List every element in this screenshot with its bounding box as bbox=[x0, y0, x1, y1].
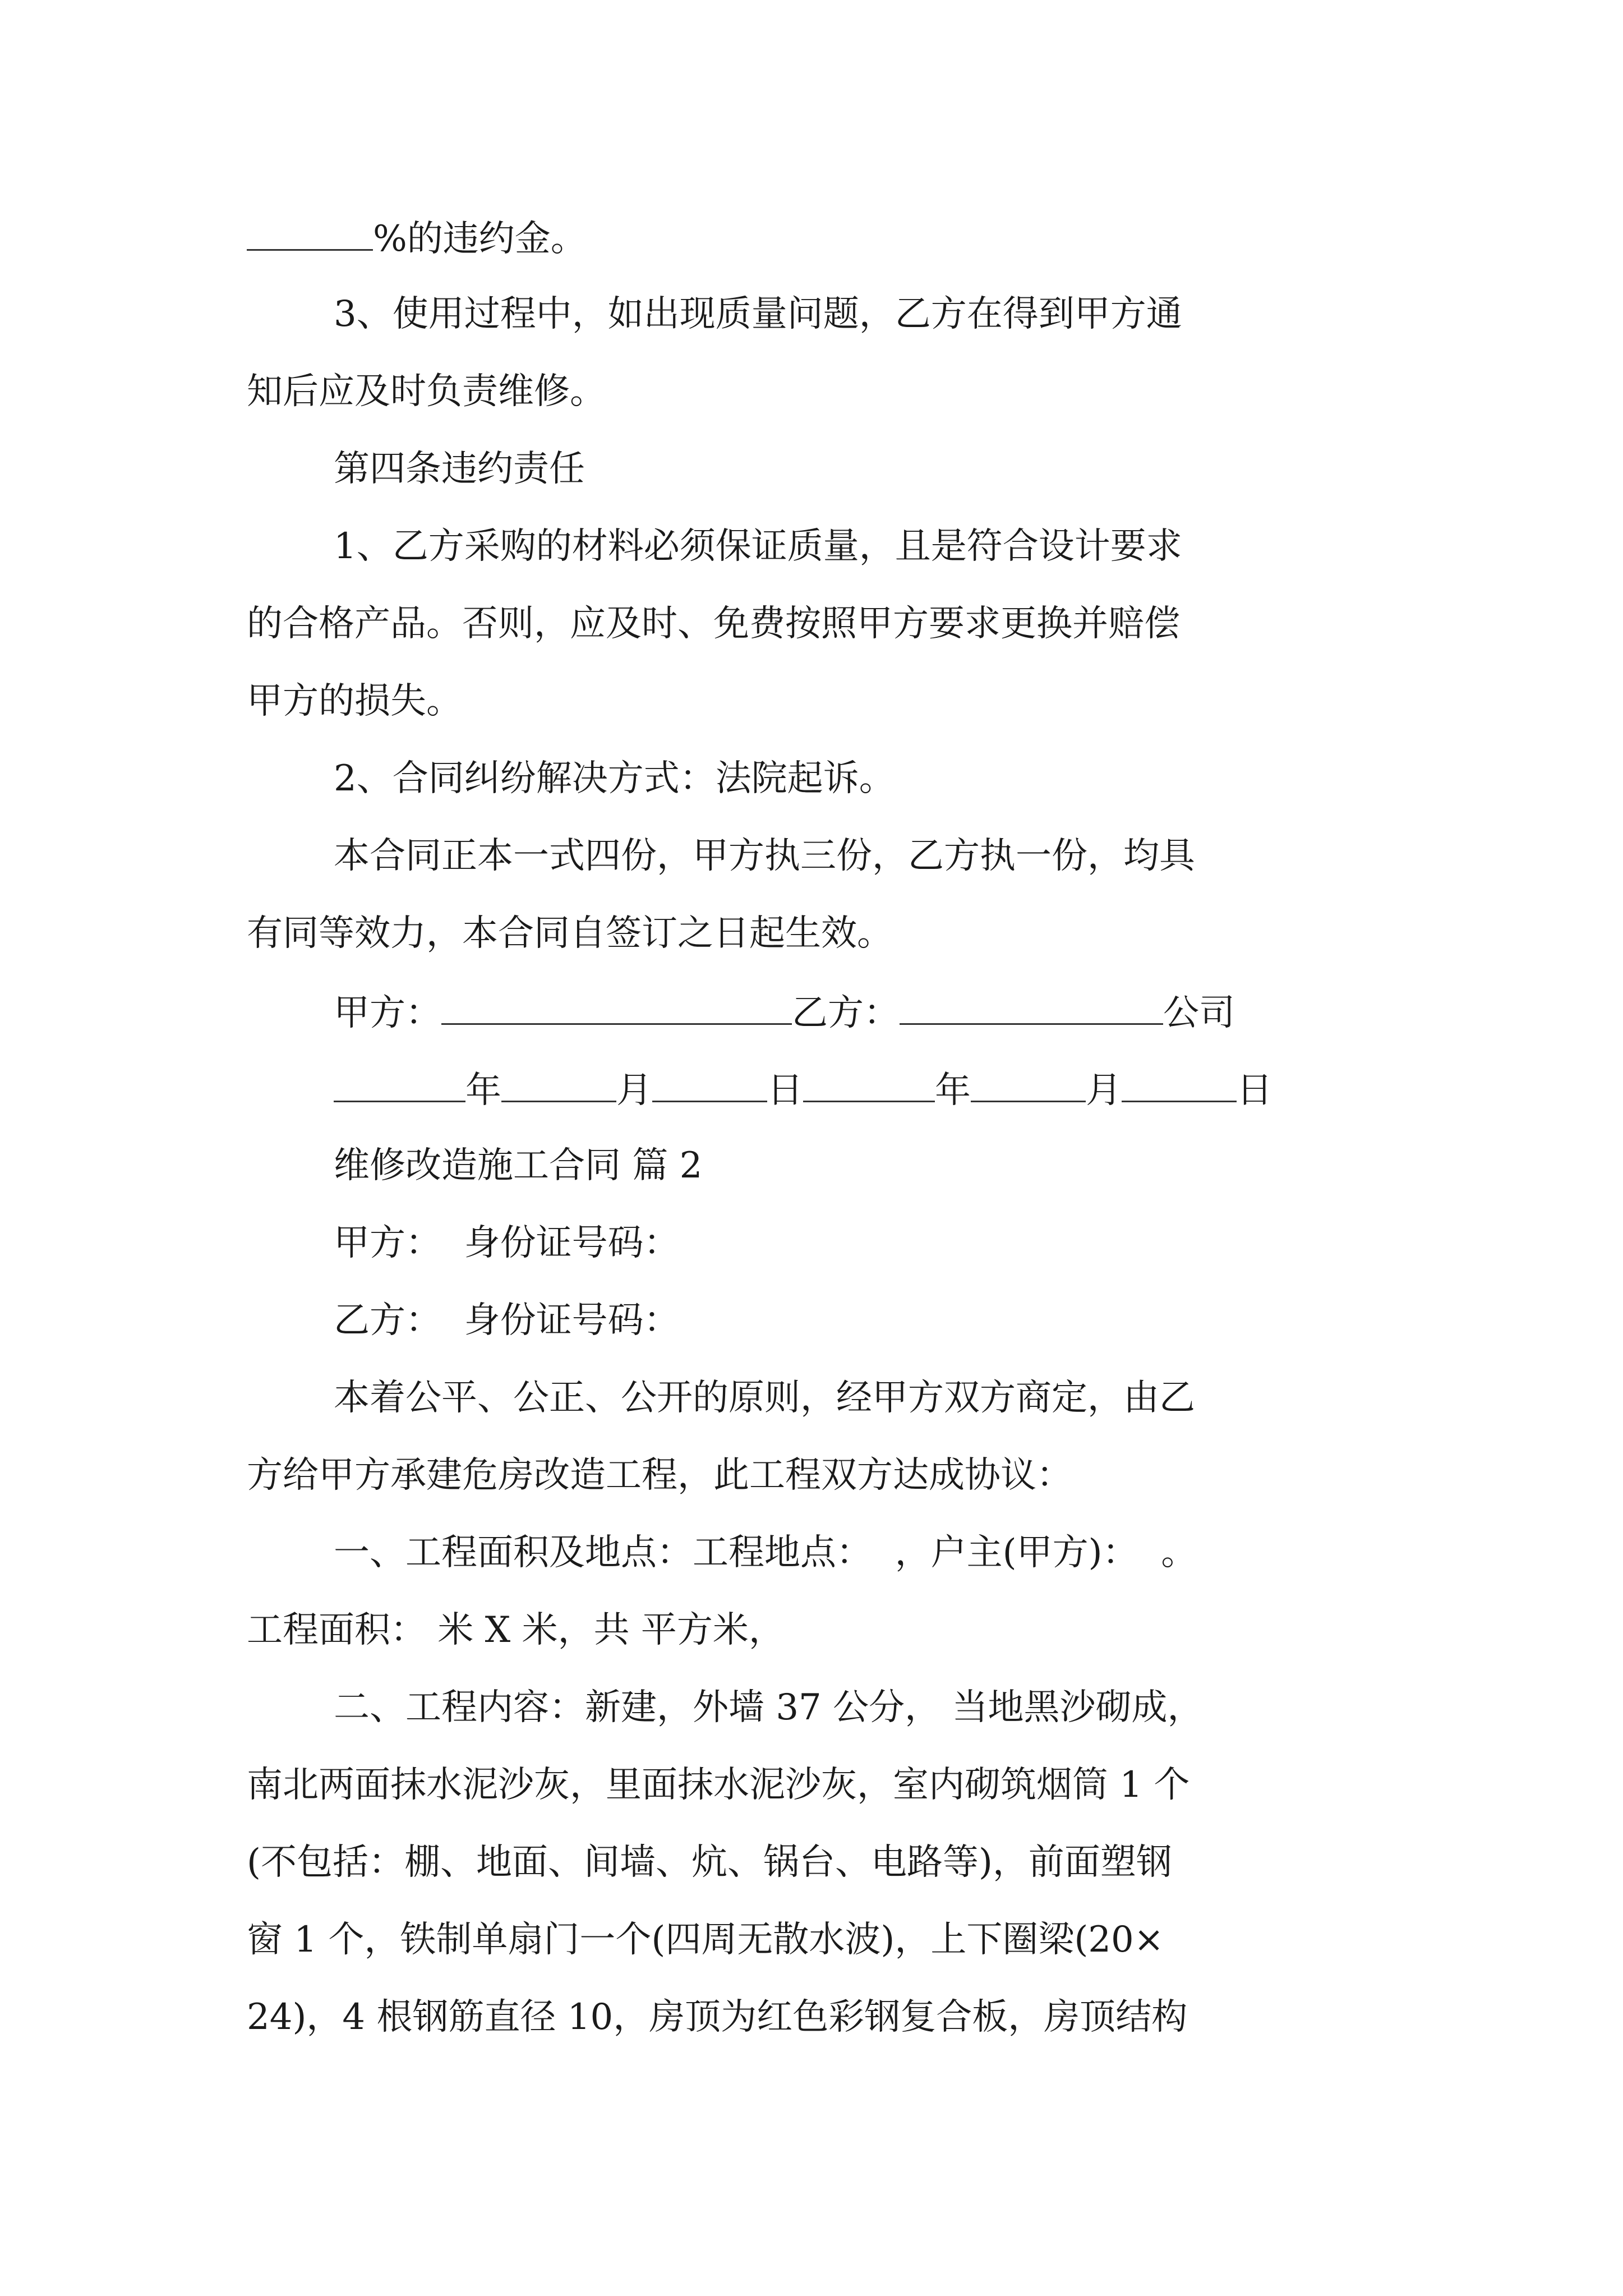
section-2-line-4: 窗 1 个，铁制单扇门一个(四周无散水波)，上下圈梁(20× bbox=[247, 1919, 1164, 1961]
year-blank-a[interactable] bbox=[334, 1070, 465, 1102]
copies-clause-line-1: 本合同正本一式四份，甲方执三份，乙方执一份，均具 bbox=[334, 835, 1195, 877]
party-b-label: 乙方： bbox=[792, 992, 900, 1034]
year-label-a: 年 bbox=[465, 1070, 501, 1111]
month-label-a: 月 bbox=[616, 1070, 652, 1111]
party-a-label: 甲方： bbox=[334, 992, 441, 1034]
preamble-line-1: 本着公平、公正、公开的原则，经甲方双方商定，由乙 bbox=[334, 1377, 1195, 1419]
day-blank-a[interactable] bbox=[652, 1070, 767, 1102]
signature-line bbox=[334, 992, 1235, 1034]
copies-clause-line-2: 有同等效力，本合同自签订之日起生效。 bbox=[247, 913, 893, 954]
date-line bbox=[334, 1070, 1272, 1111]
article-4-item-1-line-3: 甲方的损失。 bbox=[247, 680, 462, 722]
section-1-line-1: 一、工程面积及地点：工程地点： ，户主(甲方)： 。 bbox=[334, 1532, 1197, 1573]
year-blank-b[interactable] bbox=[803, 1070, 935, 1102]
day-label-a: 日 bbox=[767, 1070, 803, 1111]
month-blank-a[interactable] bbox=[501, 1070, 616, 1102]
section-2-line-3: (不包括：棚、地面、间墙、炕、锅台、电路等)，前面塑钢 bbox=[247, 1842, 1172, 1883]
article-4-heading: 第四条违约责任 bbox=[334, 448, 585, 490]
section-2-line-1: 二、工程内容：新建，外墙 37 公分， 当地黑沙砌成， bbox=[334, 1687, 1204, 1728]
party-a-id-line: 甲方： 身份证号码： bbox=[334, 1222, 680, 1264]
section-2-line-2: 南北两面抹水泥沙灰，里面抹水泥沙灰，室内砌筑烟筒 1 个 bbox=[247, 1764, 1190, 1806]
month-label-b: 月 bbox=[1086, 1070, 1122, 1111]
clause-3-line-1: 3、使用过程中，如出现质量问题，乙方在得到甲方通 bbox=[334, 293, 1182, 335]
month-blank-b[interactable] bbox=[971, 1070, 1086, 1102]
penalty-line: %的违约金。 bbox=[247, 219, 587, 257]
day-label-b: 日 bbox=[1237, 1070, 1272, 1111]
article-4-item-2: 2、合同纠纷解决方式：法院起诉。 bbox=[334, 758, 895, 799]
day-blank-b[interactable] bbox=[1122, 1070, 1237, 1102]
party-b-id-line: 乙方： 身份证号码： bbox=[334, 1300, 680, 1341]
section-2-line-5: 24)，4 根钢筋直径 10，房顶为红色彩钢复合板，房顶结构 bbox=[247, 1996, 1188, 2038]
section-1-line-2: 工程面积： 米 X 米，共 平方米， bbox=[247, 1609, 785, 1651]
party-a-blank[interactable] bbox=[441, 993, 792, 1025]
article-4-item-1-line-1: 1、乙方采购的材料必须保证质量，且是符合设计要求 bbox=[334, 526, 1182, 567]
preamble-line-2: 方给甲方承建危房改造工程，此工程双方达成协议： bbox=[247, 1455, 1072, 1496]
clause-3-line-2: 知后应及时负责维修。 bbox=[247, 371, 606, 412]
party-b-blank[interactable] bbox=[900, 993, 1163, 1025]
article-4-item-1-line-2: 的合格产品。否则，应及时、免费按照甲方要求更换并赔偿 bbox=[247, 603, 1180, 645]
blank-field[interactable] bbox=[247, 219, 373, 251]
section-title-part-2: 维修改造施工合同 篇 2 bbox=[334, 1145, 703, 1186]
company-label: 公司 bbox=[1163, 992, 1235, 1034]
year-label-b: 年 bbox=[935, 1070, 971, 1111]
